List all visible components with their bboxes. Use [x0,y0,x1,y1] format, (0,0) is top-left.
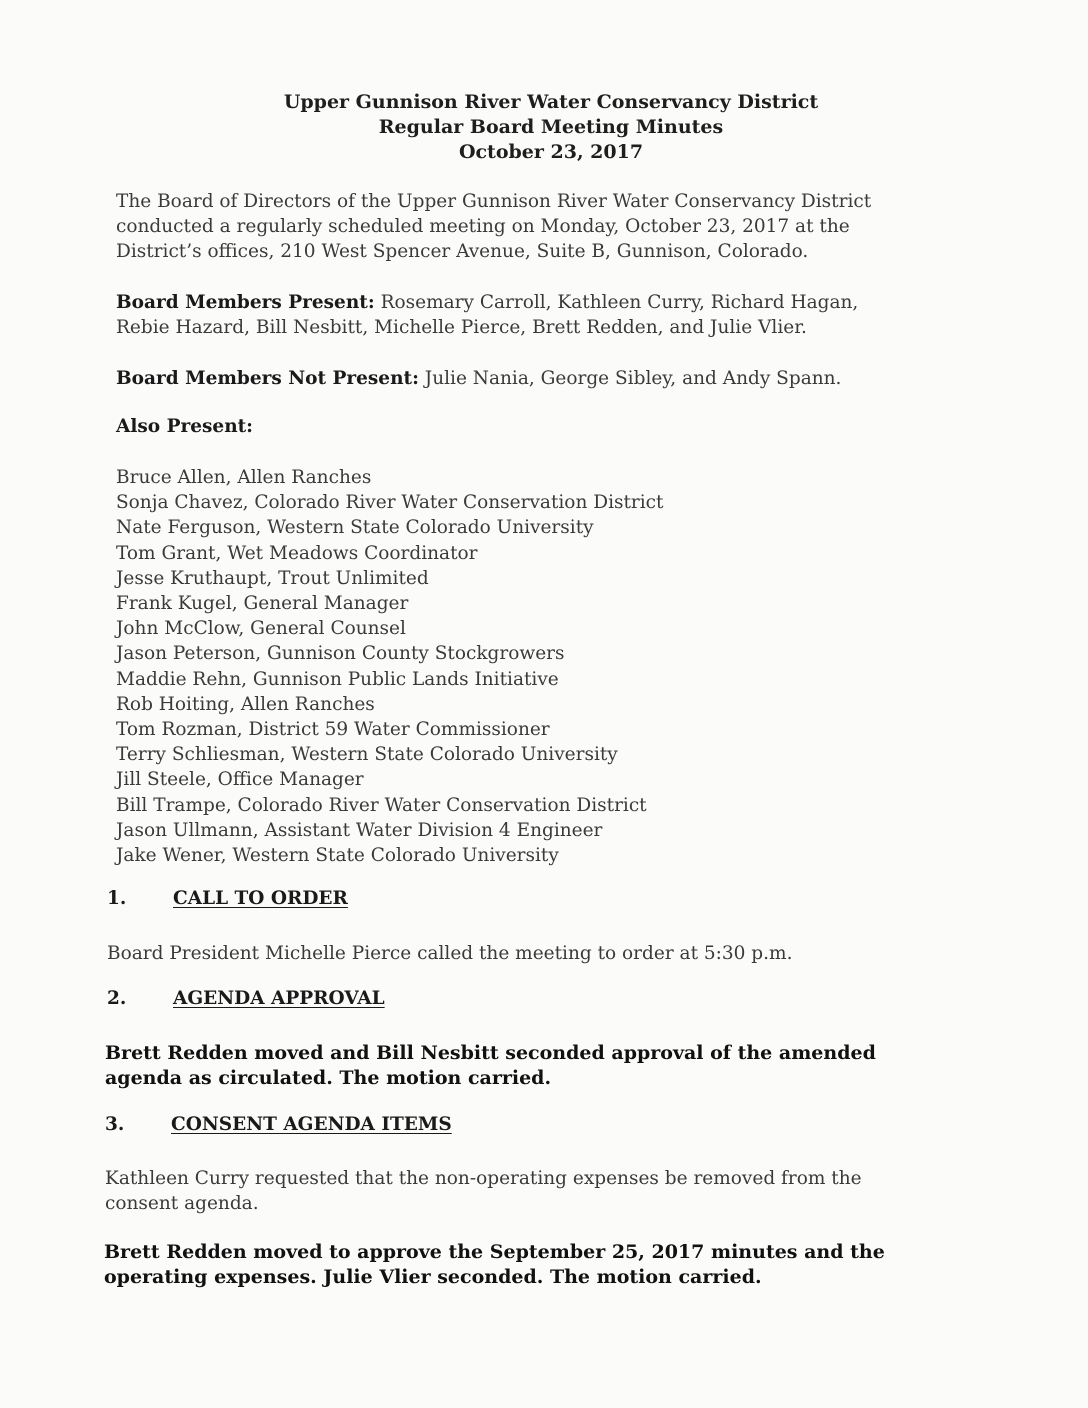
consent-line: Kathleen Curry requested that the non-operating expenses be removed from the [105,1168,862,1189]
motion-line: Brett Redden moved to approve the September 25, 2017 minutes and the [104,1241,885,1263]
list-item: Frank Kugel, General Manager [116,593,409,615]
motion-line: agenda as circulated. The motion carried. [105,1067,552,1089]
intro-paragraph [116,189,871,264]
list-item: Sonja Chavez, Colorado River Water Conservation District [116,492,664,514]
organization-name: Upper Gunnison River Water Conservancy District [283,91,819,113]
document-header [0,90,1088,165]
meeting-date: October 23, 2017 [458,141,644,163]
list-item: Tom Rozman, District 59 Water Commissioner [116,719,550,741]
members-not-present-label: Board Members Not Present: [116,368,419,389]
motion-line: Brett Redden moved and Bill Nesbitt seconded approval of the amended [105,1042,876,1064]
list-item: Nate Ferguson, Western State Colorado University [116,517,594,539]
members-present [116,290,858,340]
members-not-present-text: Julie Nania, George Sibley, and Andy Spann. [424,368,842,389]
section-heading-call-to-order [107,888,348,909]
section-number: 1. [107,888,127,909]
attendee-list [116,465,663,868]
list-item: Jake Wener, Western State Colorado University [116,845,559,867]
motion-line: operating expenses. Julie Vlier seconded. The motion carried. [104,1266,762,1288]
call-to-order-text: Board President Michelle Pierce called the meeting to order at 5:30 p.m. [107,943,793,964]
list-item: Jason Ullmann, Assistant Water Division 4 Engineer [116,819,603,841]
section-heading-consent-agenda [105,1114,452,1135]
list-item: Bruce Allen, Allen Ranches [116,467,372,488]
document-title: Regular Board Meeting Minutes [378,116,724,138]
consent-agenda-motion [104,1240,885,1290]
consent-line: consent agenda. [105,1193,259,1214]
list-item: Maddie Rehn, Gunnison Public Lands Initiative [116,668,559,690]
also-present-heading: Also Present: [116,416,254,437]
list-item: Tom Grant, Wet Meadows Coordinator [116,542,478,564]
list-item: Bill Trampe, Colorado River Water Conservation District [116,794,647,816]
section-number: 2. [107,988,127,1009]
members-present-label: Board Members Present: [116,292,375,313]
list-item: Jesse Kruthaupt, Trout Unlimited [116,567,429,589]
list-item: John McClow, General Counsel [116,618,406,640]
list-item: Jill Steele, Office Manager [116,769,364,791]
section-title: CONSENT AGENDA ITEMS [171,1114,452,1135]
list-item: Jason Peterson, Gunnison County Stockgrowers [116,643,565,665]
members-present-text: Rosemary Carroll, Kathleen Curry, Richard Hagan, [380,292,859,313]
intro-line: The Board of Directors of the Upper Gunnison River Water Conservancy District [116,191,872,212]
agenda-approval-motion [105,1041,876,1091]
section-number: 3. [105,1114,125,1135]
intro-line: District’s offices, 210 West Spencer Avenue, Suite B, Gunnison, Colorado. [116,241,809,262]
members-present-text: Rebie Hazard, Bill Nesbitt, Michelle Pierce, Brett Redden, and Julie Vlier. [116,317,807,338]
section-title: AGENDA APPROVAL [173,988,385,1009]
consent-agenda-text [105,1166,862,1216]
list-item: Rob Hoiting, Allen Ranches [116,693,375,715]
section-title: CALL TO ORDER [173,888,348,909]
list-item: Terry Schliesman, Western State Colorado University [116,744,618,766]
intro-line: conducted a regularly scheduled meeting on Monday, October 23, 2017 at the [116,216,850,237]
section-heading-agenda-approval [107,988,385,1009]
members-not-present [116,366,841,391]
